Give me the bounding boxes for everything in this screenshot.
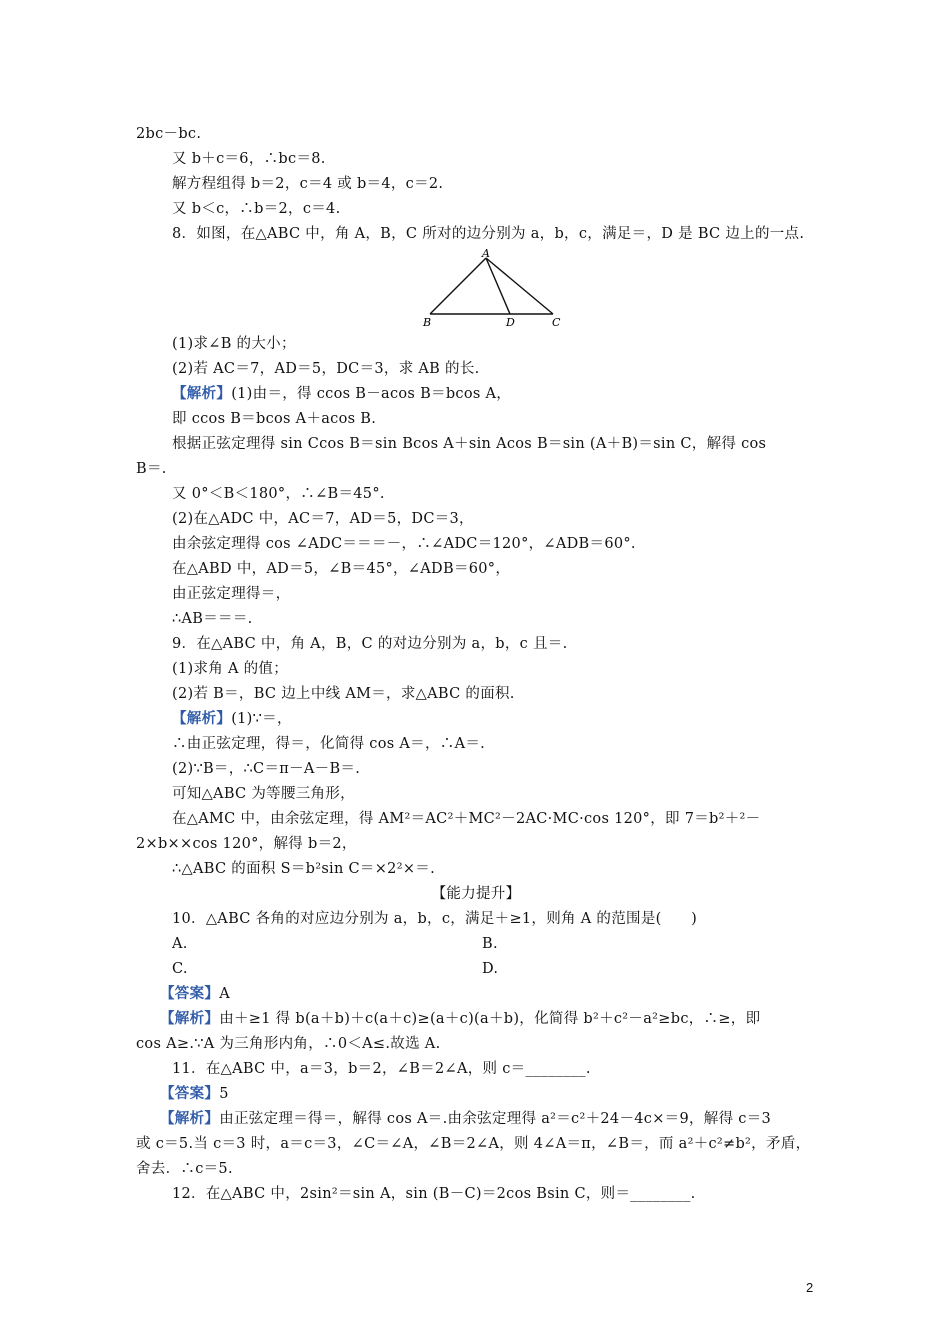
answer-value: A (219, 986, 230, 1002)
vertex-label-d: D (506, 316, 515, 329)
text-line: 解方程组得 b＝2，c＝4 或 b＝4，c＝2. (172, 176, 444, 192)
text-line: 又 0°＜B＜180°，∴∠B＝45°. (172, 486, 385, 502)
text-line: (2)若 AC＝7，AD＝5，DC＝3，求 AB 的长. (172, 361, 480, 377)
analysis-tag: 【解析】 (160, 1110, 220, 1127)
answer-tag: 【答案】 (160, 985, 220, 1002)
text-line: 舍去．∴c＝5. (136, 1161, 233, 1177)
answer-value: 5 (219, 1086, 229, 1102)
text-line: 在△ABD 中，AD＝5，∠B＝45°，∠ADB＝60°， (172, 561, 511, 577)
text-line: 在△AMC 中，由余弦定理，得 AM²＝AC²＋MC²－2AC·MC·cos 120°，即 7＝b²＋²－ (172, 811, 761, 827)
text-line: 由正弦定理得＝， (172, 586, 291, 602)
segment-ad (486, 258, 510, 314)
analysis-line (172, 384, 852, 404)
text-line: ∴由正弦定理，得＝，化简得 cos A＝，∴A＝. (172, 736, 486, 752)
text-line: 可知△ABC 为等腰三角形， (172, 786, 355, 802)
text-span: (1)∵＝， (231, 711, 292, 727)
text-line: 根据正弦定理得 sin Ccos B＝sin Bcos A＋sin Acos B＝sin (A＋B)＝sin C，解得 cos (172, 436, 767, 452)
problem-12-stem: 12．在△ABC 中，2sin²＝sin A，sin (B－C)＝2cos Bsin C，则＝________. (172, 1186, 696, 1202)
text-line: (1)求角 A 的值； (172, 661, 289, 677)
text-line: (2)∵B＝，∴C＝π－A－B＝. (172, 761, 361, 777)
answer-line (160, 1084, 840, 1104)
text-span: 由＋≥1 得 b(a＋b)＋c(a＋c)≥(a＋c)(a＋b)，化简得 b²＋c²－a²≥bc，∴≥，即 (219, 1011, 761, 1027)
text-line: 2×b××cos 120°，解得 b＝2， (136, 836, 357, 852)
option-b: B. (482, 936, 498, 952)
side-ab (430, 258, 486, 314)
text-line: 由余弦定理得 cos ∠ADC＝＝＝－，∴∠ADC＝120°，∠ADB＝60°. (172, 536, 636, 552)
problem-9-stem: 9．在△ABC 中，角 A，B，C 的对边分别为 a，b，c 且＝. (172, 636, 568, 652)
analysis-tag: 【解析】 (160, 1010, 220, 1027)
problem-11-stem: 11．在△ABC 中，a＝3，b＝2，∠B＝2∠A，则 c＝________. (172, 1061, 591, 1077)
text-line: 2bc－bc. (136, 126, 202, 142)
text-line: cos A≥.∵A 为三角形内角，∴0＜A≤.故选 A. (136, 1036, 441, 1052)
analysis-tag: 【解析】 (172, 385, 232, 402)
text-line: 又 b＋c＝6，∴bc＝8. (172, 151, 326, 167)
problem-10-stem: 10．△ABC 各角的对应边分别为 a，b，c，满足＋≥1，则角 A 的范围是( ) (172, 911, 698, 927)
option-d: D. (482, 961, 499, 977)
section-heading: 【能力提升】 (431, 886, 521, 902)
text-line: (2)若 B＝，BC 边上中线 AM＝，求△ABC 的面积. (172, 686, 515, 702)
text-span: (1)由＝，得 ccos B－acos B＝bcos A， (231, 386, 512, 402)
text-line: B＝. (136, 461, 167, 477)
option-c: C. (172, 961, 188, 977)
text-line: 即 ccos B＝bcos A＋acos B. (172, 411, 377, 427)
text-line: 又 b＜c，∴b＝2，c＝4. (172, 201, 341, 217)
text-line: ∴AB＝＝＝. (172, 611, 253, 627)
analysis-line (160, 1109, 840, 1129)
vertex-label-c: C (552, 316, 561, 329)
problem-8-stem: 8．如图，在△ABC 中，角 A，B，C 所对的边分别为 a，b，c，满足＝，D 是 BC 边上的一点. (172, 226, 805, 242)
analysis-line (172, 709, 852, 729)
text-line: ∴△ABC 的面积 S＝b²sin C＝×2²×＝. (172, 861, 435, 877)
answer-line (160, 984, 840, 1004)
analysis-line (160, 1009, 840, 1029)
text-span: 由正弦定理＝得＝，解得 cos A＝.由余弦定理得 a²＝c²＋24－4c×＝9，解得 c＝3 (219, 1111, 772, 1127)
triangle-figure (418, 248, 568, 330)
side-ac (486, 258, 553, 314)
vertex-label-a: A (482, 248, 490, 260)
text-line: 或 c＝5.当 c＝3 时，a＝c＝3，∠C＝∠A，∠B＝2∠A，则 4∠A＝π，∠B＝，而 a²＋c²≠b²，矛盾， (136, 1136, 811, 1152)
text-line: (2)在△ADC 中，AC＝7，AD＝5，DC＝3， (172, 511, 474, 527)
analysis-tag: 【解析】 (172, 710, 232, 727)
text-line: (1)求∠B 的大小； (172, 336, 296, 352)
answer-tag: 【答案】 (160, 1085, 220, 1102)
vertex-label-b: B (423, 316, 432, 329)
option-a: A. (172, 936, 188, 952)
page-number: 2 (806, 1280, 814, 1295)
